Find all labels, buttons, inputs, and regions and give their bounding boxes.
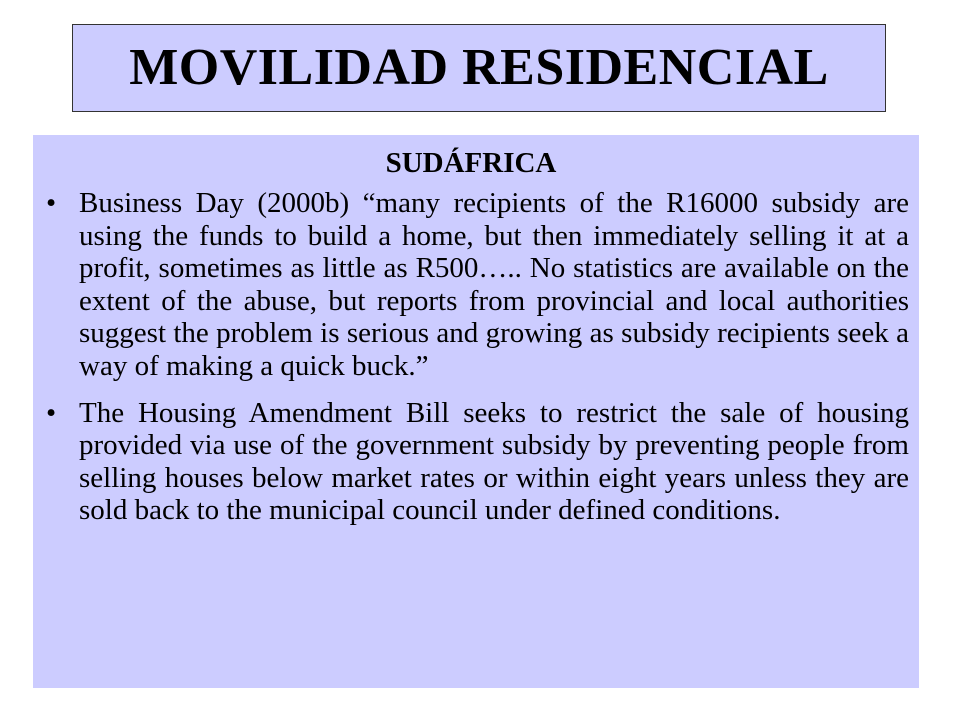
title-box bbox=[72, 24, 886, 112]
bullet-text: Business Day (2000b) “many recipients of the R16000 subsidy are using the funds to build a home, but then immediately selling it at a profit, sometimes as little as R500….. No statistics are available on the extent of the abuse, but reports from provincial and local authorities suggest the problem is serious and growing as subsidy recipients seek a way of making a quick buck.” bbox=[79, 187, 909, 382]
slide-subtitle: SUDÁFRICA bbox=[385, 147, 557, 179]
bullet-marker-icon: • bbox=[46, 396, 57, 429]
bullet-item-business-day bbox=[46, 187, 909, 383]
slide-title: MOVILIDAD RESIDENCIAL bbox=[129, 39, 829, 96]
bullet-item-housing-bill bbox=[46, 396, 909, 527]
bullet-marker-icon: • bbox=[46, 187, 57, 219]
bullet-text: The Housing Amendment Bill seeks to restrict the sale of housing provided via use of the government subsidy by preventing people from selling houses below market rates or within eight years unless they are sold back to the municipal council under defined conditions. bbox=[79, 396, 909, 527]
content-box bbox=[33, 135, 919, 688]
bullet-list bbox=[46, 187, 909, 527]
